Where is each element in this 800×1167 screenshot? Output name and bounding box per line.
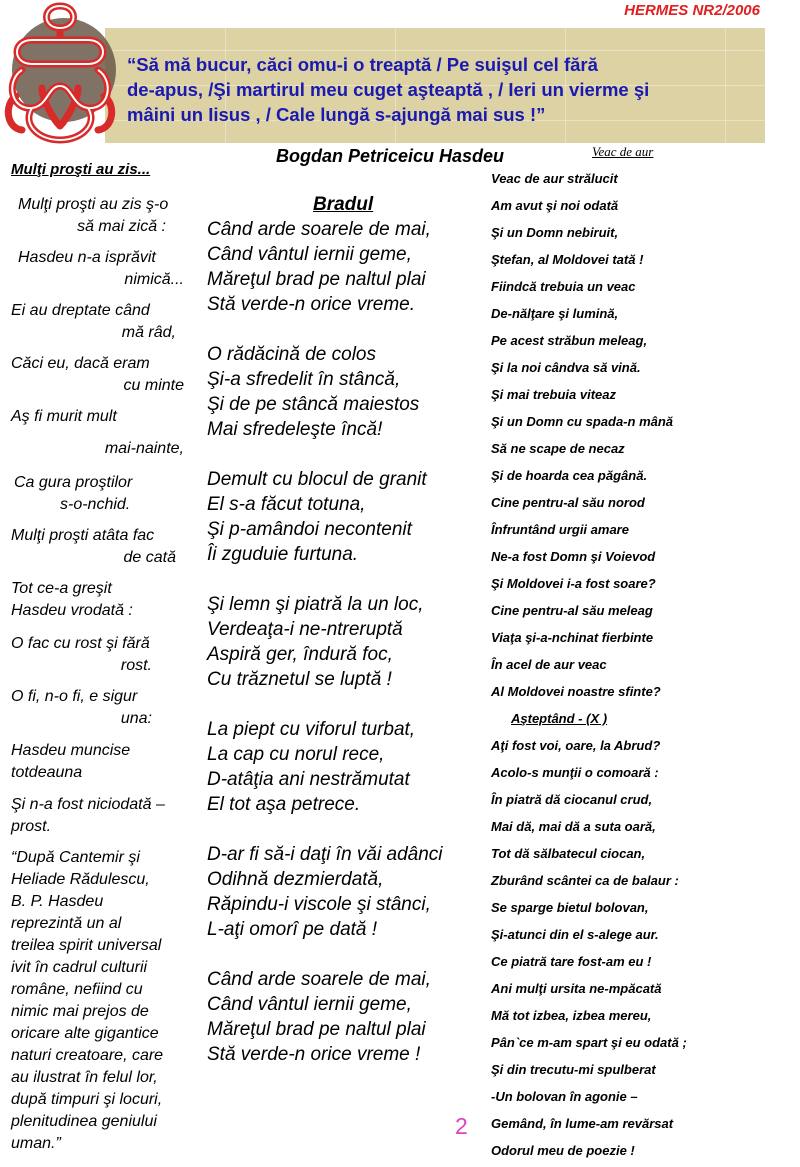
poem-line: Când arde soarele de mai,: [207, 219, 431, 240]
left-paragraph: [11, 406, 184, 428]
left-line: Ca gura proştilor: [14, 474, 133, 491]
right-poem-line: Şi Moldovei i-a fost soare?: [491, 576, 656, 591]
left-line: uman.”: [11, 1135, 61, 1152]
poem-line: El tot aşa petrece.: [207, 794, 361, 815]
right-poem-line: Şi de hoarda cea păgână.: [491, 468, 648, 483]
right-poem-line: Al Moldovei noastre sfinte?: [491, 684, 661, 699]
left-line: să mai zică :: [77, 218, 166, 235]
issue-label: HERMES NR2/2006: [624, 2, 760, 19]
right-poem-line: În piatră dă ciocanul crud,: [491, 792, 653, 807]
right-poem-line: Fiindcă trebuia un veac: [491, 279, 636, 294]
poem-stanza: [207, 717, 477, 817]
left-paragraph: [18, 194, 186, 238]
left-paragraph: [11, 633, 152, 677]
left-line: plenitudinea geniului: [11, 1113, 157, 1130]
left-line: cu minte: [123, 377, 184, 394]
left-line: mă râd,: [121, 324, 176, 341]
quote-line: mâini un Iisus , / Cale lungă s-ajungă mai sus !”: [127, 104, 546, 125]
right-poem-line: Veac de aur strălucit: [491, 171, 618, 186]
poem-title: Bradul: [313, 194, 374, 215]
right-poem-line: Să ne scape de necaz: [491, 441, 625, 456]
left-line: oricare alte gigantice: [11, 1025, 159, 1042]
left-line: totdeauna: [11, 764, 83, 781]
right-poem-line: În acel de aur veac: [491, 657, 607, 672]
poem-line: El s-a făcut totuna,: [207, 494, 366, 515]
poem-line: La piept cu viforul turbat,: [207, 719, 416, 740]
right-poem-line: Şi la noi cândva să vină.: [491, 360, 641, 375]
right-poem-line: Odorul meu de poezie !: [491, 1143, 635, 1158]
right-poem-line: Mă tot izbea, izbea mereu,: [491, 1008, 652, 1023]
left-line: Aş fi murit mult: [11, 408, 117, 425]
poem-line: Când vântul iernii geme,: [207, 244, 412, 265]
poem-line: Măreţul brad pe naltul plai: [207, 1019, 426, 1040]
right-poem-line: Gemând, în lume-am revărsat: [491, 1116, 674, 1131]
left-column-heading: Mulţi proşti au zis...: [11, 161, 151, 178]
left-line: reprezintă un al: [11, 915, 122, 932]
left-line: nimică...: [124, 271, 184, 288]
left-line: Heliade Rădulescu,: [11, 871, 150, 888]
left-line: s-o-nchid.: [60, 496, 131, 513]
left-line: Ei au dreptate când: [11, 302, 150, 319]
celtic-knot-logo: [2, 0, 120, 148]
left-paragraph: [11, 740, 184, 784]
right-poem-subtitle: Aşteptând - (X ): [511, 711, 608, 726]
left-line: de cată: [123, 549, 176, 566]
right-poem-line: Şi un Domn nebiruit,: [491, 225, 619, 240]
left-line: una:: [120, 710, 152, 727]
left-line: Căci eu, dacă eram: [11, 355, 150, 372]
right-poem-line: Aţi fost voi, oare, la Abrud?: [491, 738, 661, 753]
poem-line: D-ar fi să-i daţi în văi adânci: [207, 844, 443, 865]
poem-stanza: [207, 592, 477, 692]
right-poem-line: Tot dă sălbatecul ciocan,: [491, 846, 646, 861]
left-paragraph: [11, 794, 191, 838]
left-line: B. P. Hasdeu: [11, 893, 104, 910]
left-paragraph: [11, 578, 184, 622]
left-line: Şi n-a fost niciodată –: [11, 796, 165, 813]
page-number: 2: [455, 1113, 468, 1139]
right-poem: [491, 168, 791, 1167]
right-poem-line: Se sparge bietul bolovan,: [491, 900, 649, 915]
left-line: O fac cu rost şi fără: [11, 635, 150, 652]
left-line: prost.: [11, 818, 52, 835]
left-paragraph: [11, 300, 176, 344]
right-poem-line: -Un bolovan în agonie –: [491, 1089, 638, 1104]
poem-line: Cu trăznetul se luptă !: [207, 669, 392, 690]
right-poem-line: De-nălţare şi lumină,: [491, 306, 619, 321]
left-line: Hasdeu vrodată :: [11, 602, 133, 619]
left-paragraph: [14, 472, 184, 516]
left-line: ivit în cadrul culturii: [11, 959, 148, 976]
right-poem-line: Am avut şi noi odată: [491, 198, 619, 213]
left-line: rost.: [120, 657, 152, 674]
poem-line: Răpindu-i viscole şi stânci,: [207, 894, 431, 915]
right-poem-line: Şi un Domn cu spada-n mână: [491, 414, 674, 429]
poem-stanza: [207, 342, 477, 442]
right-poem-line: Cine pentru-al său meleag: [491, 603, 653, 618]
poem-line: Verdeaţa-i ne-ntreruptă: [207, 619, 403, 640]
poem-line: Când arde soarele de mai,: [207, 969, 431, 990]
left-paragraph: [11, 353, 184, 397]
left-line: O fi, n-o fi, e sigur: [11, 688, 138, 705]
left-line: Mulţi proşti au zis ş-o: [18, 196, 169, 213]
left-line: “După Cantemir şi: [11, 849, 140, 866]
left-line: mai-nainte,: [104, 440, 184, 457]
poem-line: La cap cu norul rece,: [207, 744, 385, 765]
poem-stanza: [207, 467, 477, 567]
right-poem-line: Şi mai trebuia viteaz: [491, 387, 616, 402]
left-paragraph: [11, 438, 184, 460]
left-line: au ilustrat în felul lor,: [11, 1069, 158, 1086]
poem-line: Când vântul iernii geme,: [207, 994, 412, 1015]
left-line: române, nefiind cu: [11, 981, 143, 998]
poem-line: Şi p-amândoi necontenit: [207, 519, 412, 540]
right-poem-line: Ce piatră tare fost-am eu !: [491, 954, 652, 969]
poem-line: O rădăcină de colos: [207, 344, 376, 365]
quote-line: “Să mă bucur, căci omu-i o treaptă / Pe suişul cel fără: [127, 54, 598, 75]
left-paragraph: [11, 686, 152, 730]
right-poem-line: Cine pentru-al său norod: [491, 495, 645, 510]
right-poem-line: Pân`ce m-am spart şi eu odată ;: [491, 1035, 687, 1050]
right-poem-line: Şi din trecutu-mi spulberat: [491, 1062, 656, 1077]
poem-stanza: [207, 967, 477, 1067]
right-poem-line: Mai dă, mai dă a suta oară,: [491, 819, 656, 834]
right-poem-line: Viaţa şi-a-nchinat fierbinte: [491, 630, 654, 645]
poem-line: Stă verde-n orice vreme !: [207, 1044, 421, 1065]
left-line: Tot ce-a greşit: [11, 580, 112, 597]
poem-line: Îi zguduie furtuna.: [207, 544, 359, 565]
right-poem-line: Înfruntând urgii amare: [491, 522, 629, 537]
poem-line: L-aţi omorî pe dată !: [207, 919, 378, 940]
poem-line: Şi de pe stâncă maiestos: [207, 394, 420, 415]
poem-line: Odihnă dezmierdată,: [207, 869, 384, 890]
left-line: Hasdeu muncise: [11, 742, 131, 759]
left-line: nimic mai prejos de: [11, 1003, 149, 1020]
right-poem-line: Ani mulţi ursita ne-mpăcată: [491, 981, 662, 996]
right-poem-title: Veac de aur: [592, 144, 654, 159]
left-paragraph: [11, 525, 176, 569]
poem-stanza: [207, 842, 477, 942]
left-quote-paragraph: [11, 847, 196, 1155]
left-paragraph: [18, 247, 184, 291]
page-title: Bogdan Petriceicu Hasdeu: [275, 146, 505, 166]
right-poem-line: Acolo-s munţii o comoară :: [491, 765, 659, 780]
poem-line: Măreţul brad pe naltul plai: [207, 269, 426, 290]
right-poem-line: Şi-atunci din el s-alege aur.: [491, 927, 659, 942]
poem-line: Demult cu blocul de granit: [207, 469, 427, 490]
left-line: Mulţi proşti atâta fac: [11, 527, 155, 544]
left-line: treilea spirit universal: [11, 937, 162, 954]
poem-line: Şi lemn şi piatră la un loc,: [207, 594, 424, 615]
banner-quote: [127, 52, 747, 127]
quote-line: de-apus, /Şi martirul meu cuget aşteaptă , / Ieri un vierme şi: [127, 79, 650, 100]
left-line: Hasdeu n-a isprăvit: [18, 249, 156, 266]
poem-line: Aspiră ger, îndură foc,: [207, 644, 393, 665]
right-poem-line: Ne-a fost Domn şi Voievod: [491, 549, 656, 564]
right-poem-line: Pe acest străbun meleag,: [491, 333, 648, 348]
right-poem-line: Zburând scântei ca de balaur :: [491, 873, 679, 888]
poem-line: Stă verde-n orice vreme.: [207, 294, 416, 315]
poem-line: Mai sfredeleşte încă!: [207, 419, 383, 440]
left-line: după timpuri şi locuri,: [11, 1091, 163, 1108]
right-poem-line: Ştefan, al Moldovei tată !: [491, 252, 644, 267]
left-line: naturi creatoare, care: [11, 1047, 164, 1064]
poem-body: [207, 217, 477, 1092]
poem-stanza: [207, 217, 477, 317]
poem-line: D-atâţia ani nestrămutat: [207, 769, 410, 790]
poem-line: Şi-a sfredelit în stâncă,: [207, 369, 401, 390]
